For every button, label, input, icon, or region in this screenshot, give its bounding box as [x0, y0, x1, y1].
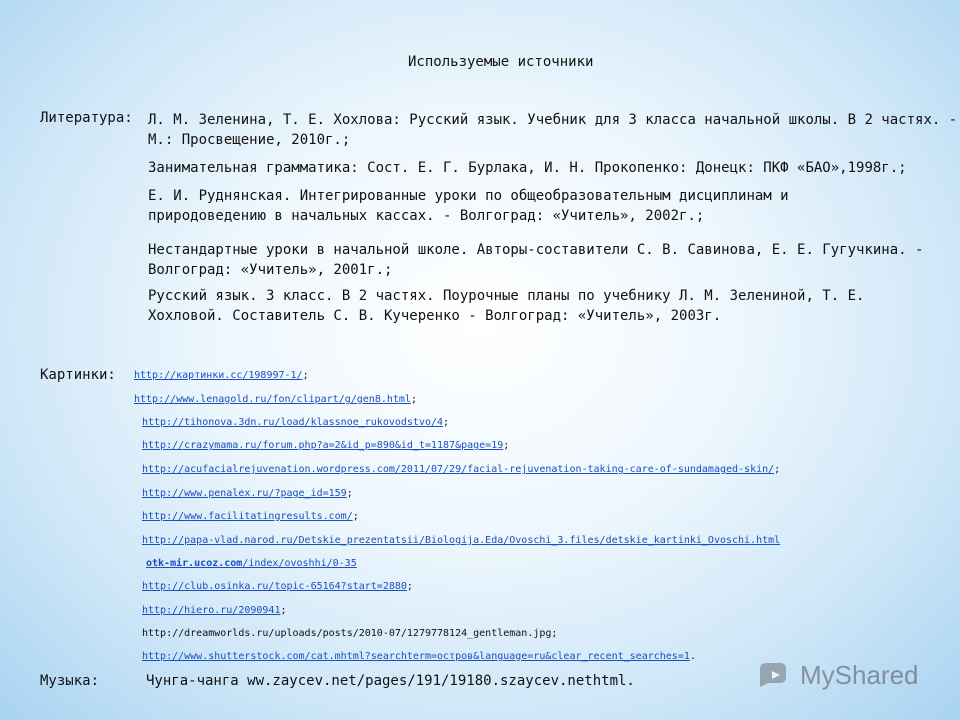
picture-link[interactable]: http://acufacialrejuvenation.wordpress.com/2011/07/29/facial-rejuvenation-taking-care-of-sundamaged-skin/ [142, 464, 775, 475]
picture-link-row: http://www.lenagold.ru/fon/clipart/g/gen8.html; [134, 394, 417, 405]
literature-item: Л. М. Зеленина, Т. Е. Хохлова: Русский язык. Учебник для 3 класса начальной школы. В 2 частях. - М.: Просвещение, 2010г.; [148, 112, 958, 148]
picture-link-row: http://www.facilitatingresults.com/; [142, 511, 359, 522]
page-title: Используемые источники [408, 54, 594, 70]
literature-item: Занимательная грамматика: Сост. Е. Г. Бурлака, И. Н. Прокопенко: Донецк: ПКФ «БАО»,1998г.; [148, 160, 907, 176]
myshared-logo-icon [758, 661, 794, 689]
picture-link-row: http://hiero.ru/2090941; [142, 605, 287, 616]
picture-link[interactable]: http://www.facilitatingresults.com/ [142, 511, 353, 522]
picture-link[interactable]: http://crazymama.ru/forum.php?a=2&id_p=890&id_t=1187&page=19 [142, 440, 504, 451]
music-value: Чунга-чанга ww.zaycev.net/pages/191/19180.szaycev.nethtml. [146, 673, 635, 689]
picture-link[interactable]: http://www.lenagold.ru/fon/clipart/g/gen8.html [134, 394, 411, 405]
picture-link[interactable]: http://dreamworlds.ru/uploads/posts/2010-07/1279778124_gentleman.jpg [142, 628, 552, 639]
picture-link[interactable]: http://papa-vlad.narod.ru/Detskie_prezentatsii/Biologija.Eda/Ovoschi_3.files/detskie_kartinki_Ovoschi.html [142, 535, 781, 546]
picture-link[interactable]: http://www.shutterstock.com/cat.mhtml?searchterm=остров&language=ru&clear_recent_searches=1 [142, 651, 690, 662]
picture-link[interactable]: otk-mir.ucoz.com/index/ovoshhi/0-35 [146, 558, 357, 569]
picture-link-row: http://dreamworlds.ru/uploads/posts/2010-07/1279778124_gentleman.jpg; [142, 628, 558, 639]
literature-label: Литература: [40, 110, 133, 126]
picture-link[interactable]: http://картинки.cc/198997-1/ [134, 370, 303, 381]
music-label: Музыка: [40, 673, 100, 689]
picture-link[interactable]: http://club.osinka.ru/topic-65164?start=2880 [142, 581, 407, 592]
picture-link[interactable]: http://www.penalex.ru/?page_id=159 [142, 488, 347, 499]
picture-link-row: http://tihonova.3dn.ru/load/klassnoe_rukovodstvo/4; [142, 417, 450, 428]
literature-item: Нестандартные уроки в начальной школе. Авторы-составители С. В. Савинова, Е. Е. Гугучкина. - Волгоград: «Учитель», 2001г.; [148, 242, 924, 278]
picture-link[interactable]: http://tihonova.3dn.ru/load/klassnoe_rukovodstvo/4 [142, 417, 444, 428]
picture-link-row [142, 535, 780, 546]
myshared-logo[interactable] [758, 660, 919, 690]
picture-link-row: http://www.shutterstock.com/cat.mhtml?searchterm=остров&language=ru&clear_recent_searches=1. [142, 651, 696, 662]
picture-link-row: http://картинки.cc/198997-1/; [134, 370, 309, 381]
picture-link[interactable]: http://hiero.ru/2090941 [142, 605, 281, 616]
literature-item: Русский язык. 3 класс. В 2 частях. Поурочные планы по учебнику Л. М. Зелениной, Т. Е. Хохловой. Составитель С. В. Кучеренко - Волгоград: «Учитель», 2003г. [148, 288, 865, 324]
literature-item: Е. И. Руднянская. Интегрированные уроки по общеобразовательным дисциплинам и природоведению в начальных кассах. - Волгоград: «Учитель», 2002г.; [148, 188, 789, 224]
picture-link-row: http://acufacialrejuvenation.wordpress.com/2011/07/29/facial-rejuvenation-taking-care-of-sundamaged-skin/; [142, 464, 781, 475]
picture-link-row: http://crazymama.ru/forum.php?a=2&id_p=890&id_t=1187&page=19; [142, 440, 510, 451]
picture-link-row: http://www.penalex.ru/?page_id=159; [142, 488, 353, 499]
myshared-logo-text: MyShared [800, 659, 919, 690]
picture-link-row: http://club.osinka.ru/topic-65164?start=2880; [142, 581, 413, 592]
pictures-label: Картинки: [40, 367, 116, 383]
picture-link-row [146, 558, 357, 569]
